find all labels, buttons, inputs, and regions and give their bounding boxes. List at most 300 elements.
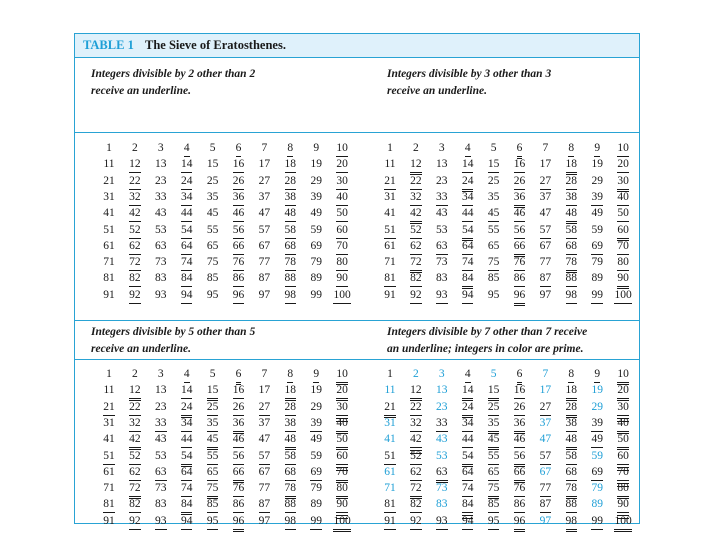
number-cell [199, 255, 227, 270]
number-cell [302, 174, 330, 189]
number-value: 39 [310, 190, 322, 203]
number-value: 50 [617, 432, 629, 450]
number-value: 99 [591, 514, 603, 530]
number-value: 38 [566, 416, 578, 432]
number-value: 11 [384, 384, 396, 397]
number-value: 1 [106, 142, 112, 154]
number-value: 57 [540, 449, 552, 465]
number-cell [402, 416, 430, 432]
number-value: 11 [384, 158, 396, 171]
number-value: 22 [410, 174, 422, 190]
number-value: 64 [462, 465, 474, 481]
number-cell [609, 174, 637, 192]
number-cell [121, 514, 149, 530]
number-value: 73 [436, 256, 448, 269]
number-value: 56 [514, 449, 526, 467]
number-cell [454, 239, 482, 255]
number-value: 27 [258, 174, 271, 187]
number-cell [583, 206, 611, 221]
number-cell [95, 449, 123, 465]
number-cell [173, 157, 201, 173]
number-value: 21 [103, 400, 115, 416]
number-cell [225, 141, 253, 157]
number-value: 38 [285, 416, 297, 432]
number-cell [531, 141, 559, 156]
number-cell [173, 497, 201, 515]
number-value: 1 [387, 368, 393, 380]
number-cell [480, 206, 508, 222]
number-cell [609, 481, 637, 499]
number-cell [328, 481, 356, 499]
number-value: 87 [540, 271, 552, 287]
number-cell [583, 497, 611, 512]
number-value: 32 [410, 190, 422, 206]
number-value: 62 [410, 239, 422, 255]
number-value: 54 [462, 449, 474, 467]
number-value: 55 [206, 223, 219, 236]
number-value: 36 [233, 190, 245, 206]
number-value: 18 [566, 157, 578, 175]
sieve-table [74, 33, 640, 527]
number-value: 44 [462, 432, 474, 448]
number-value: 6 [236, 141, 242, 157]
number-cell [480, 416, 508, 434]
number-value: 75 [207, 481, 219, 499]
number-value: 66 [233, 465, 245, 483]
number-value: 60 [617, 223, 629, 241]
number-value: 51 [103, 449, 115, 465]
number-value: 47 [539, 433, 552, 446]
number-value: 12 [129, 383, 141, 401]
number-cell [557, 271, 585, 287]
number-cell [147, 481, 175, 496]
number-cell [583, 481, 611, 496]
number-value: 63 [155, 239, 167, 252]
number-cell [506, 400, 534, 416]
number-cell [376, 174, 404, 190]
number-cell [147, 223, 175, 238]
number-value: 73 [155, 482, 167, 495]
number-cell [506, 157, 534, 173]
number-cell [531, 255, 559, 270]
number-cell [199, 157, 227, 172]
number-value: 87 [259, 497, 271, 513]
number-cell [173, 465, 201, 481]
number-cell [276, 432, 304, 450]
number-value: 10 [336, 367, 348, 385]
number-value: 93 [155, 514, 167, 530]
number-value: 45 [488, 206, 500, 222]
number-value: 77 [540, 481, 552, 497]
number-cell [506, 288, 534, 306]
number-cell [428, 367, 456, 382]
number-cell [225, 514, 253, 532]
number-value: 80 [617, 481, 629, 499]
number-cell [95, 432, 123, 447]
number-value: 87 [540, 497, 552, 513]
number-cell [402, 223, 430, 239]
number-value: 28 [285, 400, 297, 416]
number-cell [95, 465, 123, 480]
number-cell [250, 383, 278, 398]
number-value: 24 [181, 400, 193, 418]
number-cell [402, 174, 430, 190]
number-value: 48 [566, 206, 578, 224]
number-value: 68 [566, 465, 578, 481]
number-value: 67 [539, 239, 552, 252]
number-cell [402, 141, 430, 156]
panel-3-heading-line1: Integers divisible by 5 other than 5 [91, 326, 256, 338]
number-cell [428, 383, 456, 398]
number-value: 97 [258, 288, 271, 301]
number-cell [225, 481, 253, 497]
number-value: 6 [236, 367, 242, 385]
number-value: 82 [410, 497, 422, 513]
number-value: 79 [310, 482, 322, 495]
number-cell [557, 174, 585, 190]
number-value: 83 [155, 272, 167, 285]
number-value: 26 [514, 174, 526, 190]
number-cell [302, 271, 330, 286]
number-value: 42 [129, 432, 141, 450]
number-cell [225, 157, 253, 173]
number-value: 14 [181, 157, 193, 173]
number-value: 54 [181, 449, 193, 467]
number-cell [302, 449, 330, 464]
number-cell [480, 465, 508, 481]
number-value: 5 [490, 142, 497, 154]
number-cell [147, 514, 175, 530]
number-value: 41 [103, 433, 115, 446]
number-cell [147, 367, 175, 382]
number-value: 59 [310, 449, 322, 462]
number-cell [328, 383, 356, 401]
number-value: 49 [310, 433, 322, 446]
number-cell [480, 367, 508, 382]
number-value: 68 [566, 239, 578, 255]
number-value: 51 [384, 449, 396, 465]
number-value: 2 [132, 142, 138, 154]
number-value: 15 [206, 158, 219, 171]
number-value: 14 [462, 157, 474, 173]
number-value: 24 [462, 400, 474, 418]
number-cell [454, 481, 482, 497]
number-value: 44 [181, 432, 193, 448]
number-value: 62 [410, 465, 422, 481]
number-cell [428, 288, 456, 304]
number-value: 42 [410, 206, 422, 224]
number-value: 94 [462, 288, 474, 304]
number-cell [402, 190, 430, 206]
number-cell [173, 255, 201, 271]
number-cell [328, 449, 356, 465]
number-cell [173, 206, 201, 222]
number-cell [480, 449, 508, 465]
number-cell [276, 141, 304, 157]
number-cell [173, 239, 201, 255]
number-value: 88 [285, 497, 297, 513]
number-value: 31 [103, 190, 115, 203]
number-cell [95, 174, 123, 189]
number-cell [328, 271, 356, 287]
number-value: 53 [155, 223, 167, 236]
number-cell [173, 432, 201, 448]
number-cell [95, 223, 123, 238]
number-value: 93 [436, 514, 448, 530]
number-value: 52 [410, 449, 422, 465]
number-cell [428, 206, 456, 221]
number-cell [428, 223, 456, 238]
number-value: 4 [184, 367, 190, 383]
number-cell [402, 514, 430, 530]
number-cell [302, 497, 330, 512]
number-cell [250, 174, 278, 189]
number-cell [250, 239, 278, 254]
number-value: 35 [206, 190, 219, 203]
number-cell [121, 141, 149, 156]
number-value: 43 [155, 207, 167, 220]
number-value: 90 [336, 271, 348, 287]
number-cell [376, 432, 404, 447]
number-value: 79 [591, 256, 603, 269]
number-cell [609, 288, 637, 304]
table-title: The Sieve of Eratosthenes. [145, 38, 286, 52]
number-value: 68 [285, 465, 297, 481]
number-value: 25 [488, 400, 500, 416]
number-cell [302, 432, 330, 447]
number-value: 57 [258, 223, 271, 236]
number-cell [531, 416, 559, 431]
number-cell [557, 432, 585, 450]
number-cell [557, 416, 585, 432]
number-cell [506, 367, 534, 385]
number-value: 75 [488, 481, 500, 499]
number-cell [328, 432, 356, 450]
number-cell [480, 481, 508, 499]
number-cell [402, 481, 430, 499]
number-cell [199, 223, 227, 238]
number-cell [454, 400, 482, 418]
number-cell [250, 514, 278, 529]
number-value: 6 [517, 141, 523, 159]
number-cell [95, 481, 123, 496]
number-value: 97 [258, 514, 271, 527]
number-cell [480, 271, 508, 286]
number-cell [302, 416, 330, 432]
number-cell [199, 271, 227, 286]
number-cell [531, 383, 559, 398]
number-cell [276, 400, 304, 416]
number-value: 55 [487, 223, 500, 236]
number-cell [147, 271, 175, 286]
number-cell [276, 190, 304, 206]
number-cell [609, 239, 637, 255]
number-cell [376, 449, 404, 465]
number-cell [276, 481, 304, 499]
number-value: 8 [287, 141, 293, 157]
top-headings-band [75, 58, 639, 133]
number-value: 96 [514, 514, 526, 532]
number-cell [302, 400, 330, 415]
number-cell [480, 288, 508, 303]
number-cell [95, 400, 123, 416]
number-cell [376, 190, 404, 205]
table-title-bar [75, 34, 639, 58]
number-cell [583, 383, 611, 398]
number-value: 32 [410, 416, 422, 432]
number-cell [557, 190, 585, 206]
number-cell [609, 449, 637, 465]
number-cell [609, 157, 637, 173]
number-cell [302, 514, 330, 530]
number-cell [428, 174, 456, 189]
number-value: 98 [285, 514, 297, 530]
number-value: 15 [488, 383, 500, 401]
number-value: 62 [129, 465, 141, 481]
number-value: 29 [591, 400, 603, 413]
number-cell [454, 288, 482, 304]
number-value: 72 [410, 481, 422, 499]
number-value: 95 [488, 514, 500, 530]
number-cell [531, 514, 559, 529]
number-cell [147, 383, 175, 398]
number-cell [480, 400, 508, 416]
number-cell [480, 141, 508, 156]
number-cell [95, 288, 123, 303]
number-cell [506, 174, 534, 190]
number-value: 12 [410, 383, 422, 401]
panel-2-heading-line1: Integers divisible by 3 other than 3 [387, 68, 552, 80]
number-cell [147, 157, 175, 172]
number-value: 18 [285, 157, 297, 173]
number-cell [583, 449, 611, 464]
number-value: 18 [566, 383, 578, 401]
number-value: 70 [617, 239, 629, 255]
number-cell [328, 206, 356, 222]
number-value: 88 [566, 271, 578, 287]
number-value: 34 [462, 190, 474, 206]
number-value: 46 [514, 206, 526, 222]
number-value: 100 [333, 514, 350, 532]
number-value: 91 [103, 288, 115, 301]
number-cell [147, 288, 175, 303]
number-cell [531, 239, 559, 254]
number-cell [376, 497, 404, 513]
number-value: 42 [129, 206, 141, 222]
number-cell [199, 465, 227, 481]
panel-2-heading [387, 66, 657, 100]
number-value: 32 [129, 416, 141, 432]
number-cell [428, 190, 456, 206]
number-value: 65 [207, 465, 219, 481]
number-cell [121, 383, 149, 401]
number-cell [328, 174, 356, 190]
number-value: 92 [410, 514, 422, 530]
number-cell [95, 190, 123, 205]
number-cell [328, 157, 356, 173]
number-cell [376, 223, 404, 239]
number-cell [428, 255, 456, 270]
number-value: 39 [591, 416, 603, 432]
number-value: 65 [206, 239, 219, 252]
number-cell [199, 416, 227, 432]
number-value: 75 [206, 256, 219, 269]
number-value: 7 [542, 142, 549, 154]
number-cell [609, 141, 637, 157]
number-cell [95, 157, 123, 172]
number-cell [250, 481, 278, 496]
number-value: 47 [258, 433, 271, 446]
number-cell [454, 141, 482, 157]
number-cell [531, 271, 559, 287]
number-value: 51 [384, 223, 396, 239]
number-value: 67 [258, 239, 271, 252]
number-cell [506, 514, 534, 532]
number-value: 93 [436, 288, 448, 304]
number-value: 96 [233, 288, 245, 304]
number-value: 64 [462, 239, 474, 255]
number-cell [173, 416, 201, 432]
number-cell [173, 288, 201, 304]
number-value: 5 [209, 368, 216, 380]
number-cell [583, 271, 611, 286]
number-value: 96 [233, 514, 245, 532]
number-cell [147, 174, 175, 189]
number-value: 76 [233, 255, 245, 271]
number-cell [173, 481, 201, 497]
number-value: 40 [617, 190, 629, 206]
number-cell [376, 367, 404, 382]
number-value: 83 [155, 498, 167, 511]
number-cell [173, 223, 201, 239]
number-value: 81 [384, 497, 396, 513]
number-value: 39 [310, 416, 322, 432]
number-value: 84 [181, 271, 193, 287]
number-value: 89 [310, 498, 322, 511]
number-cell [376, 465, 404, 480]
number-cell [276, 416, 304, 432]
number-value: 36 [514, 190, 526, 208]
number-cell [328, 416, 356, 434]
number-value: 87 [258, 272, 271, 285]
number-value: 90 [617, 271, 629, 289]
number-value: 64 [181, 239, 193, 255]
number-cell [583, 416, 611, 432]
number-value: 70 [336, 239, 348, 255]
number-value: 49 [310, 207, 322, 220]
number-value: 56 [233, 223, 245, 239]
number-cell [583, 288, 611, 304]
number-value: 72 [129, 481, 141, 499]
number-cell [531, 157, 559, 172]
number-value: 8 [568, 367, 574, 383]
number-value: 2 [132, 368, 138, 380]
number-value: 78 [566, 255, 578, 273]
number-value: 91 [103, 514, 115, 527]
number-cell [121, 400, 149, 416]
number-cell [199, 432, 227, 450]
number-cell [121, 255, 149, 271]
number-cell [95, 239, 123, 254]
number-cell [225, 174, 253, 190]
number-cell [328, 288, 356, 304]
number-cell [225, 432, 253, 448]
number-value: 99 [310, 288, 322, 301]
number-cell [276, 239, 304, 255]
number-cell [250, 223, 278, 238]
number-cell [250, 157, 278, 172]
number-value: 23 [155, 400, 167, 413]
